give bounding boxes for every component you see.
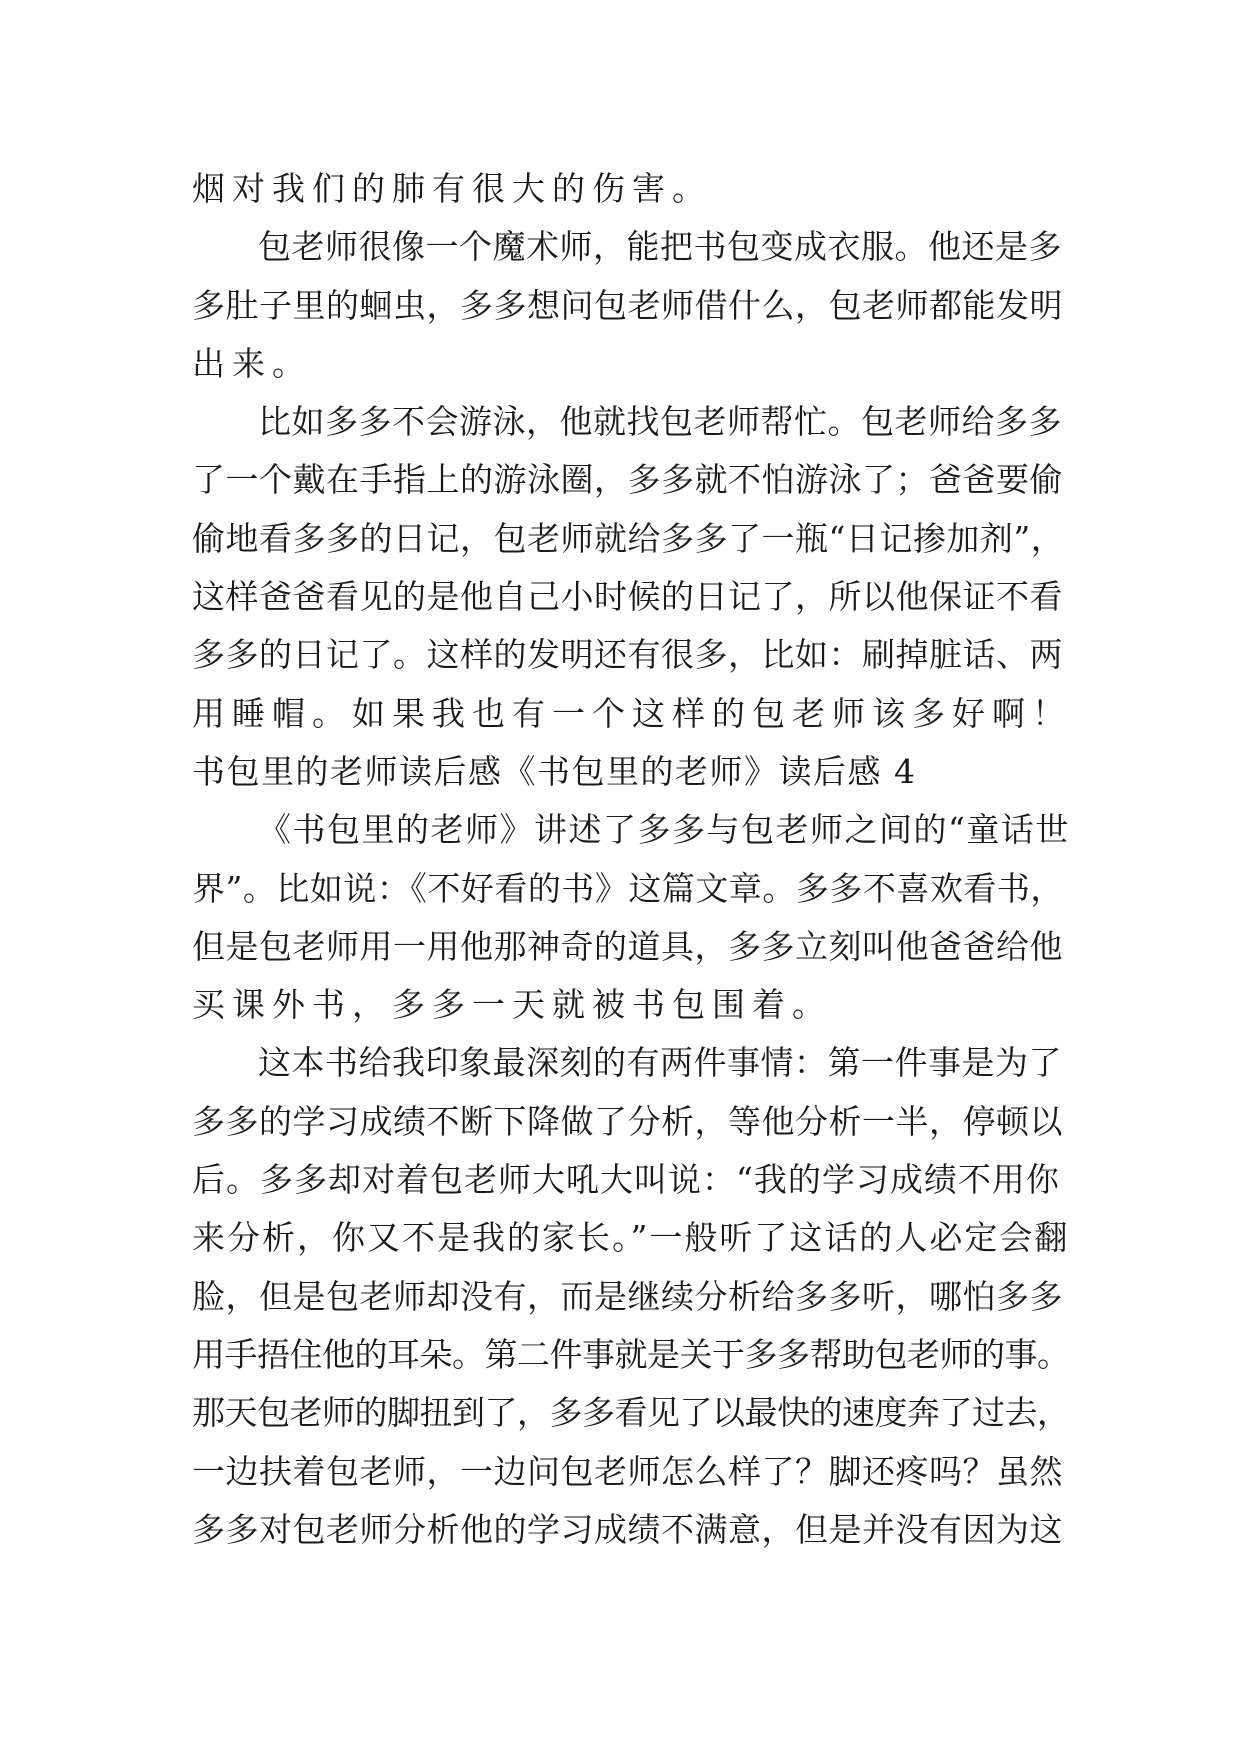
text-line: 那天包老师的脚扭到了，多多看见了以最快的速度奔了过去， [192,1393,1070,1433]
document-body [192,160,1072,1559]
text-line: 买课外书，多多一天就被书包围着。 [192,985,832,1025]
text-line: 《书包里的老师》讲述了多多与包老师之间的“童话世 [258,810,1070,850]
text-line: 包老师很像一个魔术师，能把书包变成衣服。他还是多 [258,227,1062,267]
text-line: 来分析，你又不是我的家长。”一般听了这话的人必定会翻 [192,1218,1070,1258]
text-line: 界”。比如说：《不好看的书》这篇文章。多多不喜欢看书， [192,868,1064,908]
text-line: 多多对包老师分析他的学习成绩不满意，但是并没有因为这 [192,1509,1063,1549]
text-line: 这样爸爸看见的是他自己小时候的日记了，所以他保证不看 [192,577,1063,617]
text-line: 用睡帽。如果我也有一个这样的包老师该多好啊！ [192,693,1072,733]
text-line: 多多的日记了。这样的发明还有很多，比如：刷掉脏话、两 [192,635,1063,675]
text-line: 烟对我们的肺有很大的伤害。 [192,169,712,208]
text-line: 比如多多不会游泳，他就找包老师帮忙。包老师给多多 [258,402,1062,442]
text-line: 出来。 [192,343,312,383]
text-line: 这本书给我印象最深刻的有两件事情：第一件事是为了 [258,1043,1062,1083]
text-line: 用手捂住他的耳朵。第二件事就是关于多多帮助包老师的事。 [192,1334,1070,1374]
text-line: 偷地看多多的日记，包老师就给多多了一瓶“日记掺加剂”， [192,518,1065,558]
text-line: 但是包老师用一用他那神奇的道具，多多立刻叫他爸爸给他 [192,926,1063,966]
text-line: 后。多多却对着包老师大吼大叫说：“我的学习成绩不用你 [192,1160,1060,1200]
text-line: 脸，但是包老师却没有，而是继续分析给多多听，哪怕多多 [192,1276,1063,1316]
section-heading: 书包里的老师读后感《书包里的老师》读后感 4 [192,751,917,791]
text-line: 了一个戴在手指上的游泳圈，多多就不怕游泳了；爸爸要偷 [192,460,1063,500]
text-line: 多肚子里的蛔虫，多多想问包老师借什么，包老师都能发明 [192,285,1063,325]
text-line: 多多的学习成绩不断下降做了分析，等他分析一半，停顿以 [192,1101,1063,1141]
text-line: 一边扶着包老师，一边问包老师怎么样了？脚还疼吗？虽然 [192,1451,1063,1491]
